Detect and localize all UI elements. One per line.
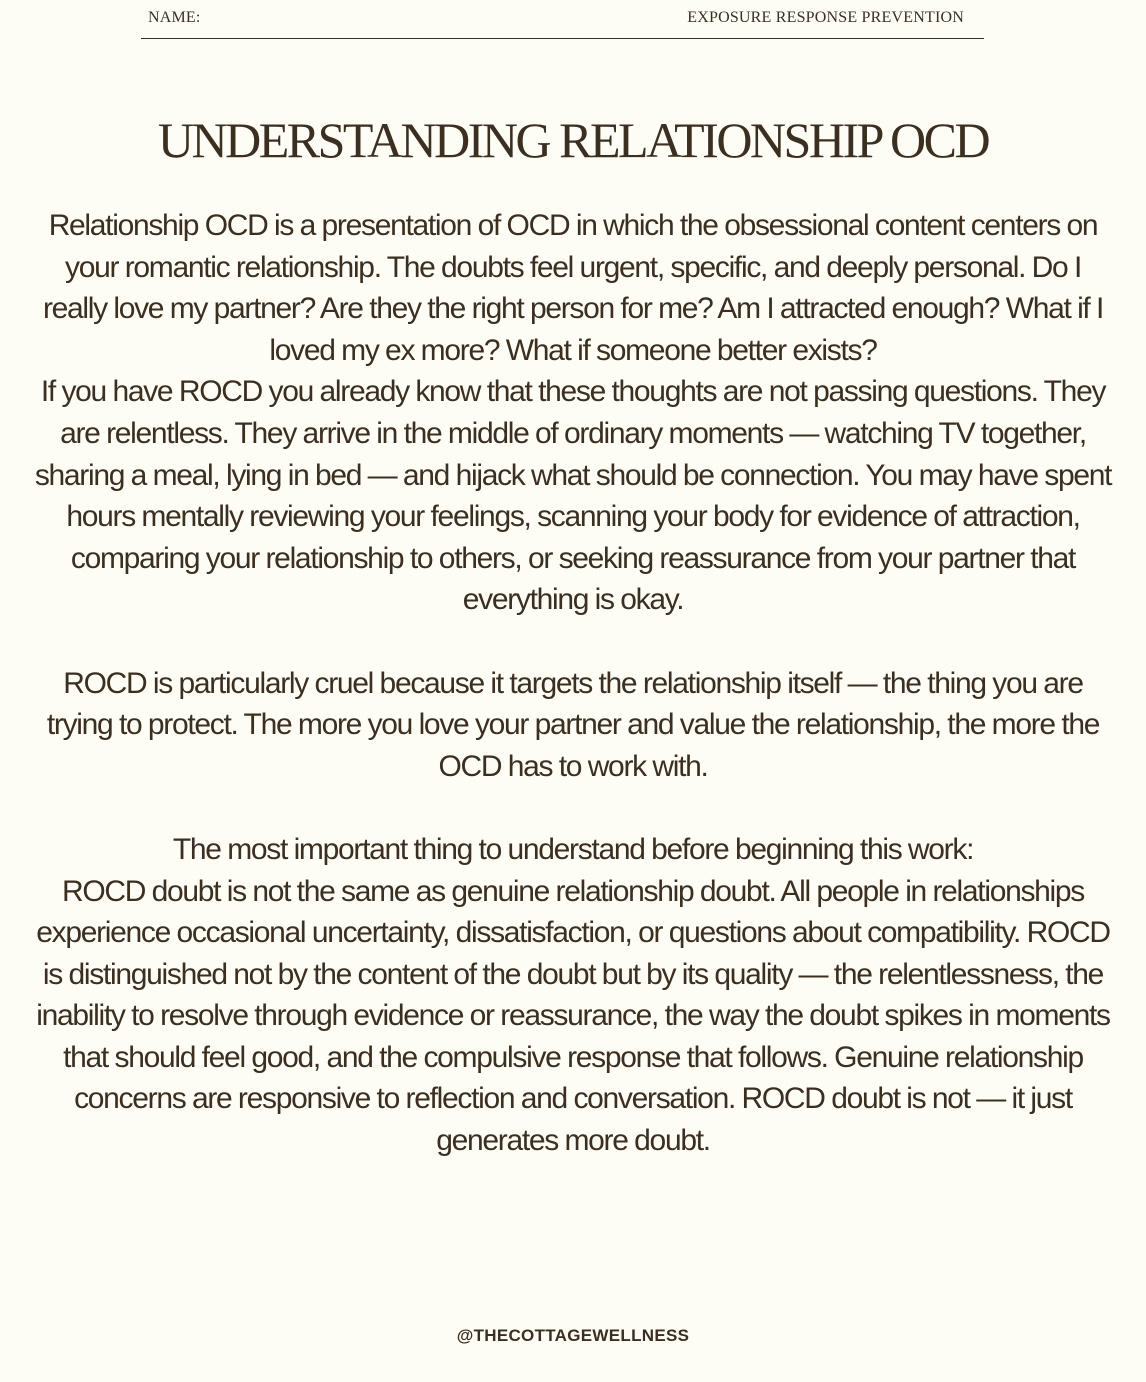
worksheet-header [141, 0, 984, 39]
paragraph-experience: If you have ROCD you already know that these thoughts are not passing questions. They are relentless. They arrive in the middle of ordinary moments — watching TV together, sharing a meal, lying in bed — and hijack what should be connection. You may have spent hours mentally reviewing your feelings, scanning your body for evidence of attraction, comparing your relationship to others, or seeking reassurance from your partner that everything is okay. [34, 375, 1112, 617]
paragraph-key-point: ROCD doubt is not the same as genuine relationship doubt. All people in relationships experience occasional uncertainty, dissatisfaction, or questions about compatibility. ROCD is distinguished not by the content of the doubt but by its quality — the relentlessness, the inability to resolve through evidence or reassurance, the way the doubt spikes in moments that should feel good, and the compulsive response that follows. Genuine relationship concerns are responsive to reflection and conversation. ROCD doubt is not — it just generates more doubt. [36, 874, 1110, 1158]
paragraph-spacer [30, 787, 1116, 829]
paragraph-key-point-lead: The most important thing to understand before beginning this work: [172, 832, 974, 866]
paragraph-spacer [30, 621, 1116, 663]
paragraph-cruelty: ROCD is particularly cruel because it targets the relationship itself — the thing you are trying to protect. The more you love your partner and value the relationship, the more the OCD has to work with. [46, 666, 1100, 783]
page-title: UNDERSTANDING RELATIONSHIP OCD [157, 112, 989, 168]
name-label: NAME: [148, 9, 201, 26]
paragraph-intro: Relationship OCD is a presentation of OCD in which the obsessional content centers on your romantic relationship. The doubts feel urgent, specific, and deeply personal. Do I really love my partner? Are they the right person for me? Am I attracted enough? What if I loved my ex more? What if someone better exists? [42, 209, 1104, 367]
footer-handle: @THECOTTAGEWELLNESS [456, 1326, 690, 1345]
worksheet-type-label: EXPOSURE RESPONSE PREVENTION [687, 9, 964, 26]
body-text [30, 205, 1116, 1162]
